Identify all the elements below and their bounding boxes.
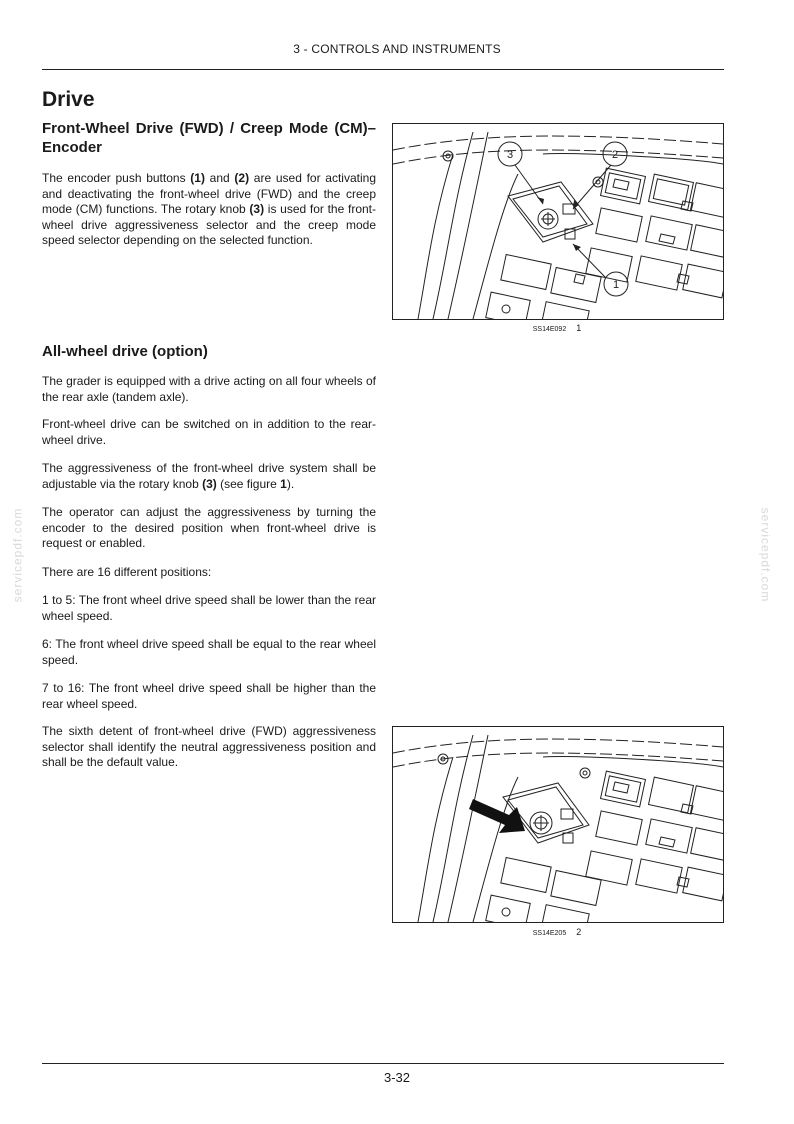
encoder-panel-drawing [393,124,723,319]
figure-1-caption: SS14E092 1 [532,323,582,333]
page-number: 3-32 [383,1070,411,1085]
encoder-panel-drawing-2 [393,727,723,922]
paragraph-all-wheel-intro: The grader is equipped with a drive acting on all four wheels of the rear axle (tandem axle). [42,374,376,404]
figure-encoder-arrow [392,726,724,923]
callout-2: 2 [611,149,619,161]
watermark-left: servicepdf.com [10,507,25,603]
callout-1: 1 [612,279,620,291]
figure-2-caption: SS14E205 2 [532,927,582,937]
paragraph-positions: There are 16 different positions: [42,565,212,579]
page-title: Drive [42,88,95,111]
footer-rule [42,1063,724,1064]
header-rule [42,69,724,70]
callout-3: 3 [506,149,514,161]
paragraph-operator-adjust: The operator can adjust the aggressiveness by turning the encoder to the desired position when front-wheel drive is request or enabled. [42,505,376,550]
section-heading-all-wheel-drive: All-wheel drive (option) [42,343,208,360]
paragraph-front-wheel-switch: Front-wheel drive can be switched on in addition to the rear-wheel drive. [42,417,376,447]
paragraph-sixth-detent: The sixth detent of front-wheel drive (FWD) aggressiveness selector shall identify the neutral aggressiveness position and shall be the default value. [42,724,376,769]
watermark-right: servicepdf.com [758,507,773,603]
paragraph-positions-7-16: 7 to 16: The front wheel drive speed shall be higher than the rear wheel speed. [42,681,376,711]
paragraph-position-6: 6: The front wheel drive speed shall be equal to the rear wheel speed. [42,637,376,667]
pointer-arrow-icon [469,799,525,833]
section-heading-fwd-encoder: Front-Wheel Drive (FWD) / Creep Mode (CM)–Encoder [42,120,376,156]
paragraph-aggressiveness: The aggressiveness of the front-wheel drive system shall be adjustable via the rotary knob (3) (see figure 1). [42,461,376,491]
page-header: 3 - CONTROLS AND INSTRUMENTS [293,42,501,56]
paragraph-positions-1-5: 1 to 5: The front wheel drive speed shall be lower than the rear wheel speed. [42,593,376,623]
encoder-description-paragraph: The encoder push buttons (1) and (2) are used for activating and deactivating the front-wheel drive (FWD) and the creep mode (CM) functions. The rotary knob (3) is used for the front-wheel drive aggressiveness selector and the creep mode speed selector depending on the selected function. [42,171,376,247]
figure-encoder-callouts [392,123,724,320]
